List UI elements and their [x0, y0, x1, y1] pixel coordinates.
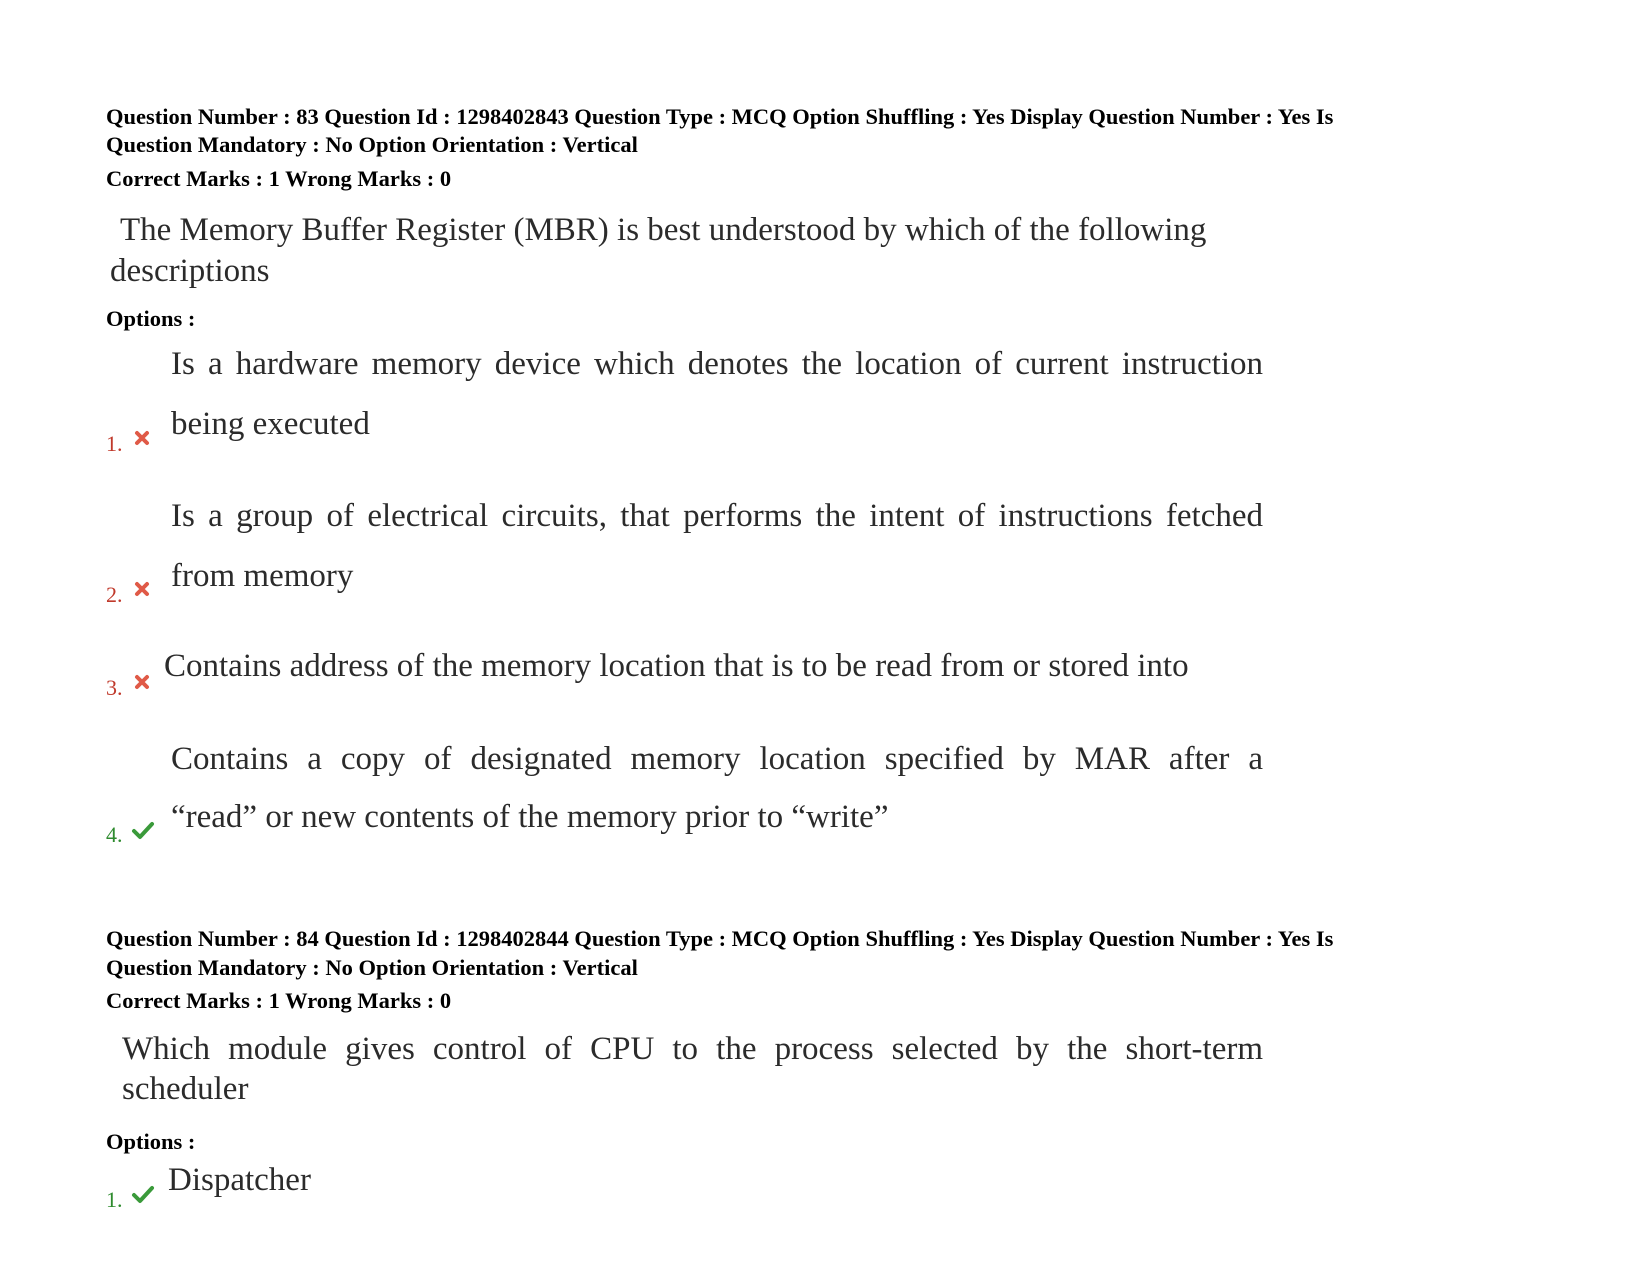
options-label: Options : — [106, 1129, 196, 1154]
question-marks: Correct Marks : 1 Wrong Marks : 0 — [106, 988, 452, 1013]
option-text-line1: Is a hardware memory device which denotes the location of current instruction — [171, 346, 1263, 382]
option-text-line2: from memory — [171, 558, 354, 594]
question-header-line2: Question Mandatory : No Option Orientation : Vertical — [106, 955, 638, 980]
question-text-line1: Which module gives control of CPU to the process selected by the short-term — [122, 1031, 1263, 1067]
option-number: 4. — [106, 822, 123, 847]
option-text-line1: Contains a copy of designated memory location specified by MAR after a — [171, 741, 1263, 777]
option-text-line1: Dispatcher — [168, 1162, 311, 1198]
option-text-line1: Contains address of the memory location that is to be read from or stored into — [164, 648, 1189, 684]
wrong-cross-icon — [134, 674, 150, 690]
option-number: 3. — [106, 675, 123, 700]
correct-check-icon — [131, 1184, 155, 1204]
question-header-line1: Question Number : 83 Question Id : 1298402843 Question Type : MCQ Option Shuffling : Yes Display Question Number : Yes Is — [106, 104, 1334, 129]
option-number: 2. — [106, 582, 123, 607]
question-marks: Correct Marks : 1 Wrong Marks : 0 — [106, 166, 452, 191]
option-text-line2: “read” or new contents of the memory prior to “write” — [171, 799, 889, 835]
question-header-line1: Question Number : 84 Question Id : 1298402844 Question Type : MCQ Option Shuffling : Yes Display Question Number : Yes Is — [106, 926, 1334, 951]
option-text-line2: being executed — [171, 406, 370, 442]
correct-check-icon — [131, 820, 155, 840]
options-label: Options : — [106, 306, 196, 331]
wrong-cross-icon — [134, 581, 150, 597]
question-text-line2: scheduler — [122, 1071, 249, 1107]
question-header-line2: Question Mandatory : No Option Orientation : Vertical — [106, 132, 638, 157]
option-text-line1: Is a group of electrical circuits, that performs the intent of instructions fetched — [171, 498, 1263, 534]
wrong-cross-icon — [134, 430, 150, 446]
option-number: 1. — [106, 1187, 123, 1212]
question-text-line2: descriptions — [110, 253, 270, 289]
option-number: 1. — [106, 431, 123, 456]
question-text-line1: The Memory Buffer Register (MBR) is best understood by which of the following — [120, 212, 1207, 248]
